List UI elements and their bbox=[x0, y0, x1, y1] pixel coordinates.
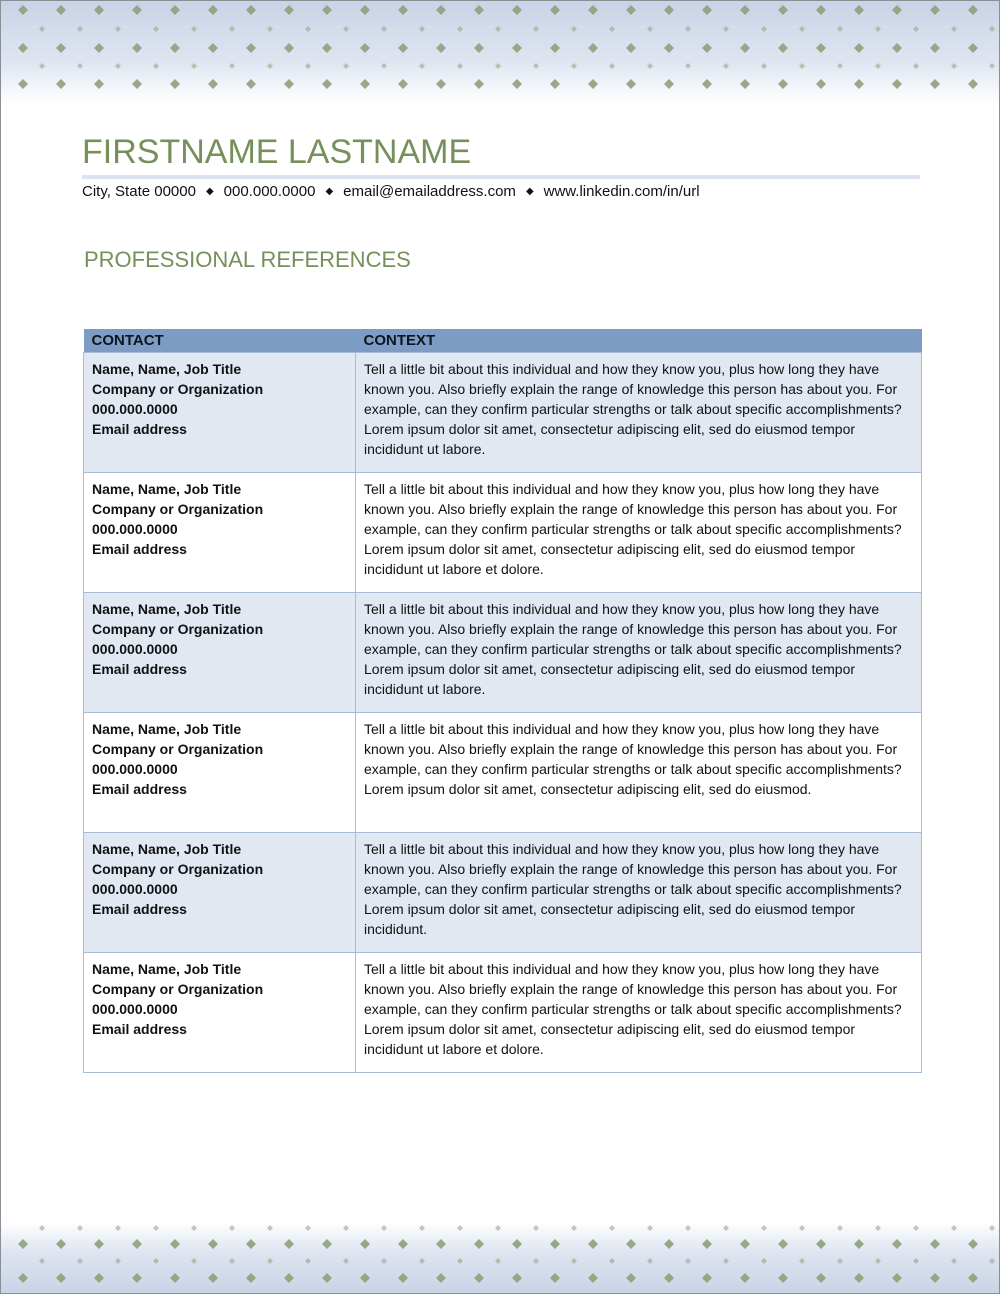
diamond-icon bbox=[246, 79, 256, 89]
diamond-icon bbox=[132, 1273, 142, 1283]
context-cell: Tell a little bit about this individual and how they know you, plus how long they have known you. Also briefly explain the range of knowledge this person has about you. For example, can they confirm particular strengths or talk about specific accomplishments? Lorem ipsum dolor sit amet, consectetur adipiscing elit, sed do eiusmod tempor incididunt ut labore. bbox=[356, 593, 922, 713]
reference-email: Email address bbox=[92, 781, 187, 797]
diamond-icon bbox=[799, 26, 805, 32]
diamond-pattern bbox=[0, 0, 1000, 104]
diamond-icon bbox=[360, 79, 370, 89]
diamond-icon bbox=[588, 43, 598, 53]
diamond-icon bbox=[989, 1258, 995, 1264]
diamond-icon bbox=[609, 1258, 615, 1264]
reference-email: Email address bbox=[92, 661, 187, 677]
diamond-icon bbox=[457, 1258, 463, 1264]
diamond-icon bbox=[761, 1225, 767, 1231]
diamond-icon bbox=[56, 1273, 66, 1283]
diamond-icon bbox=[77, 1258, 83, 1264]
diamond-icon bbox=[664, 79, 674, 89]
diamond-icon bbox=[343, 1258, 349, 1264]
diamond-icon bbox=[343, 63, 349, 69]
reference-company: Company or Organization bbox=[92, 741, 264, 757]
diamond-icon bbox=[343, 26, 349, 32]
diamond-icon bbox=[816, 1273, 826, 1283]
diamond-icon bbox=[208, 43, 218, 53]
diamond-icon bbox=[930, 1239, 940, 1249]
diamond-icon bbox=[875, 1225, 881, 1231]
diamond-icon bbox=[913, 1225, 919, 1231]
reference-email: Email address bbox=[92, 541, 187, 557]
diamond-icon bbox=[550, 1239, 560, 1249]
diamond-icon bbox=[495, 1225, 501, 1231]
diamond-icon bbox=[951, 26, 957, 32]
name-underline bbox=[82, 175, 920, 179]
reference-email: Email address bbox=[92, 901, 187, 917]
context-cell: Tell a little bit about this individual and how they know you, plus how long they have known you. Also briefly explain the range of knowledge this person has about you. For example, can they confirm particular strengths or talk about specific accomplishments? Lorem ipsum dolor sit amet, consectetur adipiscing elit, sed do eiusmod tempor incididunt ut labore. bbox=[356, 353, 922, 473]
reference-name: Name, Name, Job Title bbox=[92, 961, 242, 977]
diamond-icon bbox=[854, 1239, 864, 1249]
diamond-icon bbox=[267, 26, 273, 32]
diamond-icon bbox=[153, 26, 159, 32]
table-header-row bbox=[84, 329, 922, 353]
diamond-icon bbox=[685, 26, 691, 32]
diamond-icon bbox=[474, 43, 484, 53]
diamond-icon bbox=[854, 5, 864, 15]
diamond-icon bbox=[702, 1273, 712, 1283]
diamond-icon bbox=[246, 1239, 256, 1249]
diamond-icon bbox=[170, 79, 180, 89]
diamond-icon bbox=[512, 43, 522, 53]
diamond-icon bbox=[39, 63, 45, 69]
table-row bbox=[84, 473, 922, 593]
diamond-icon bbox=[778, 1273, 788, 1283]
diamond-icon bbox=[457, 63, 463, 69]
context-cell: Tell a little bit about this individual and how they know you, plus how long they have known you. Also briefly explain the range of knowledge this person has about you. For example, can they confirm particular strengths or talk about specific accomplishments? Lorem ipsum dolor sit amet, consectetur adipiscing elit, sed do eiusmod. bbox=[356, 713, 922, 833]
diamond-icon bbox=[626, 43, 636, 53]
diamond-icon bbox=[550, 1273, 560, 1283]
diamond-icon bbox=[626, 5, 636, 15]
diamond-icon bbox=[837, 1225, 843, 1231]
context-cell: Tell a little bit about this individual and how they know you, plus how long they have known you. Also briefly explain the range of knowledge this person has about you. For example, can they confirm particular strengths or talk about specific accomplishments? Lorem ipsum dolor sit amet, consectetur adipiscing elit, sed do eiusmod tempor incididunt. bbox=[356, 833, 922, 953]
diamond-icon bbox=[702, 5, 712, 15]
diamond-icon bbox=[322, 5, 332, 15]
top-diamond-band bbox=[0, 0, 1000, 104]
reference-name: Name, Name, Job Title bbox=[92, 841, 242, 857]
diamond-icon bbox=[322, 43, 332, 53]
diamond-icon bbox=[968, 5, 978, 15]
diamond-icon bbox=[18, 1273, 28, 1283]
diamond-icon bbox=[837, 26, 843, 32]
diamond-icon bbox=[588, 5, 598, 15]
diamond-icon bbox=[702, 43, 712, 53]
diamond-icon bbox=[799, 63, 805, 69]
diamond-icon bbox=[18, 1239, 28, 1249]
diamond-icon bbox=[457, 26, 463, 32]
diamond-icon bbox=[664, 1273, 674, 1283]
diamond-icon bbox=[647, 26, 653, 32]
diamond-icon bbox=[685, 1258, 691, 1264]
diamond-icon bbox=[799, 1225, 805, 1231]
diamond-icon bbox=[115, 1225, 121, 1231]
diamond-icon bbox=[284, 5, 294, 15]
diamond-icon bbox=[398, 5, 408, 15]
diamond-icon bbox=[229, 26, 235, 32]
diamond-icon bbox=[284, 79, 294, 89]
diamond-icon bbox=[892, 5, 902, 15]
diamond-icon bbox=[94, 79, 104, 89]
column-header-contact: CONTACT bbox=[84, 329, 356, 353]
diamond-icon bbox=[702, 1239, 712, 1249]
diamond-icon bbox=[626, 1273, 636, 1283]
diamond-icon bbox=[153, 1258, 159, 1264]
table-row bbox=[84, 353, 922, 473]
diamond-icon bbox=[208, 79, 218, 89]
diamond-icon bbox=[647, 1225, 653, 1231]
diamond-icon bbox=[951, 1225, 957, 1231]
diamond-icon bbox=[191, 1225, 197, 1231]
reference-name: Name, Name, Job Title bbox=[92, 361, 242, 377]
diamond-icon bbox=[115, 26, 121, 32]
diamond-icon bbox=[778, 43, 788, 53]
diamond-icon bbox=[132, 1239, 142, 1249]
column-header-context: CONTEXT bbox=[356, 329, 922, 353]
diamond-icon bbox=[892, 1273, 902, 1283]
diamond-icon bbox=[398, 79, 408, 89]
diamond-icon bbox=[588, 1239, 598, 1249]
diamond-icon bbox=[398, 1239, 408, 1249]
diamond-icon bbox=[740, 43, 750, 53]
phone-number: 000.000.0000 bbox=[223, 183, 316, 200]
diamond-icon bbox=[664, 1239, 674, 1249]
diamond-icon bbox=[512, 1273, 522, 1283]
diamond-icon bbox=[436, 1239, 446, 1249]
diamond-icon bbox=[533, 26, 539, 32]
diamond-pattern bbox=[0, 1222, 1000, 1294]
table-row bbox=[84, 713, 922, 833]
reference-phone: 000.000.0000 bbox=[92, 401, 178, 417]
diamond-icon bbox=[153, 1225, 159, 1231]
diamond-icon bbox=[191, 26, 197, 32]
diamond-icon bbox=[512, 5, 522, 15]
contact-cell bbox=[84, 353, 356, 473]
reference-phone: 000.000.0000 bbox=[92, 1001, 178, 1017]
diamond-icon bbox=[419, 26, 425, 32]
reference-company: Company or Organization bbox=[92, 621, 264, 637]
diamond-icon bbox=[56, 1239, 66, 1249]
diamond-icon bbox=[968, 1239, 978, 1249]
diamond-bullet-icon: ◆ bbox=[325, 186, 334, 197]
diamond-icon bbox=[512, 1239, 522, 1249]
diamond-icon bbox=[626, 79, 636, 89]
diamond-icon bbox=[968, 79, 978, 89]
diamond-icon bbox=[609, 26, 615, 32]
city-state: City, State 00000 bbox=[82, 183, 196, 200]
reference-company: Company or Organization bbox=[92, 981, 264, 997]
diamond-icon bbox=[436, 79, 446, 89]
diamond-icon bbox=[588, 1273, 598, 1283]
diamond-icon bbox=[495, 63, 501, 69]
diamond-icon bbox=[419, 1258, 425, 1264]
diamond-icon bbox=[246, 1273, 256, 1283]
references-table bbox=[83, 329, 922, 1073]
diamond-bullet-icon: ◆ bbox=[525, 186, 534, 197]
diamond-icon bbox=[381, 26, 387, 32]
diamond-icon bbox=[740, 1239, 750, 1249]
reference-company: Company or Organization bbox=[92, 861, 264, 877]
contact-cell bbox=[84, 593, 356, 713]
diamond-icon bbox=[191, 63, 197, 69]
diamond-icon bbox=[968, 43, 978, 53]
diamond-icon bbox=[930, 43, 940, 53]
diamond-icon bbox=[398, 43, 408, 53]
diamond-icon bbox=[267, 63, 273, 69]
contact-cell bbox=[84, 713, 356, 833]
diamond-icon bbox=[132, 43, 142, 53]
reference-name: Name, Name, Job Title bbox=[92, 481, 242, 497]
contact-cell bbox=[84, 953, 356, 1073]
diamond-icon bbox=[132, 5, 142, 15]
diamond-icon bbox=[550, 5, 560, 15]
diamond-icon bbox=[305, 63, 311, 69]
email-address[interactable]: email@emailaddress.com bbox=[343, 183, 516, 200]
diamond-icon bbox=[723, 1258, 729, 1264]
diamond-icon bbox=[322, 1239, 332, 1249]
diamond-icon bbox=[343, 1225, 349, 1231]
diamond-icon bbox=[56, 5, 66, 15]
diamond-icon bbox=[229, 63, 235, 69]
diamond-icon bbox=[474, 5, 484, 15]
context-cell: Tell a little bit about this individual and how they know you, plus how long they have known you. Also briefly explain the range of knowledge this person has about you. For example, can they confirm particular strengths or talk about specific accomplishments? Lorem ipsum dolor sit amet, consectetur adipiscing elit, sed do eiusmod tempor incididunt ut labore et dolore. bbox=[356, 473, 922, 593]
diamond-icon bbox=[474, 1273, 484, 1283]
diamond-icon bbox=[360, 1273, 370, 1283]
diamond-icon bbox=[664, 5, 674, 15]
diamond-icon bbox=[495, 26, 501, 32]
diamond-icon bbox=[398, 1273, 408, 1283]
diamond-icon bbox=[854, 43, 864, 53]
diamond-icon bbox=[360, 1239, 370, 1249]
diamond-icon bbox=[132, 79, 142, 89]
diamond-icon bbox=[892, 1239, 902, 1249]
diamond-icon bbox=[778, 79, 788, 89]
diamond-icon bbox=[930, 5, 940, 15]
diamond-icon bbox=[56, 79, 66, 89]
diamond-icon bbox=[778, 5, 788, 15]
diamond-icon bbox=[360, 5, 370, 15]
table-row bbox=[84, 833, 922, 953]
diamond-icon bbox=[930, 79, 940, 89]
diamond-icon bbox=[837, 1258, 843, 1264]
diamond-icon bbox=[837, 63, 843, 69]
diamond-icon bbox=[761, 26, 767, 32]
diamond-icon bbox=[39, 1258, 45, 1264]
diamond-icon bbox=[474, 1239, 484, 1249]
diamond-icon bbox=[533, 1225, 539, 1231]
diamond-icon bbox=[474, 79, 484, 89]
diamond-icon bbox=[94, 5, 104, 15]
diamond-icon bbox=[816, 1239, 826, 1249]
diamond-icon bbox=[208, 5, 218, 15]
diamond-icon bbox=[457, 1225, 463, 1231]
reference-name: Name, Name, Job Title bbox=[92, 601, 242, 617]
diamond-icon bbox=[18, 79, 28, 89]
diamond-icon bbox=[723, 1225, 729, 1231]
diamond-icon bbox=[685, 1225, 691, 1231]
diamond-icon bbox=[892, 43, 902, 53]
diamond-icon bbox=[533, 63, 539, 69]
diamond-icon bbox=[267, 1258, 273, 1264]
diamond-icon bbox=[913, 1258, 919, 1264]
diamond-icon bbox=[170, 1273, 180, 1283]
diamond-icon bbox=[94, 1273, 104, 1283]
diamond-icon bbox=[740, 5, 750, 15]
diamond-icon bbox=[436, 5, 446, 15]
reference-email: Email address bbox=[92, 1021, 187, 1037]
diamond-icon bbox=[875, 1258, 881, 1264]
diamond-icon bbox=[989, 1225, 995, 1231]
applicant-name: FIRSTNAME LASTNAME bbox=[82, 133, 472, 171]
diamond-icon bbox=[875, 26, 881, 32]
diamond-icon bbox=[495, 1258, 501, 1264]
diamond-icon bbox=[436, 43, 446, 53]
diamond-icon bbox=[723, 26, 729, 32]
diamond-icon bbox=[284, 1239, 294, 1249]
diamond-icon bbox=[550, 43, 560, 53]
diamond-icon bbox=[436, 1273, 446, 1283]
diamond-bullet-icon: ◆ bbox=[205, 186, 214, 197]
diamond-icon bbox=[723, 63, 729, 69]
diamond-icon bbox=[930, 1273, 940, 1283]
diamond-icon bbox=[854, 1273, 864, 1283]
diamond-icon bbox=[875, 63, 881, 69]
diamond-icon bbox=[571, 1258, 577, 1264]
diamond-icon bbox=[191, 1258, 197, 1264]
diamond-icon bbox=[419, 63, 425, 69]
diamond-icon bbox=[647, 63, 653, 69]
reference-phone: 000.000.0000 bbox=[92, 641, 178, 657]
reference-name: Name, Name, Job Title bbox=[92, 721, 242, 737]
diamond-icon bbox=[550, 79, 560, 89]
diamond-icon bbox=[854, 79, 864, 89]
contact-cell bbox=[84, 473, 356, 593]
diamond-icon bbox=[571, 26, 577, 32]
reference-company: Company or Organization bbox=[92, 381, 264, 397]
diamond-icon bbox=[951, 1258, 957, 1264]
diamond-icon bbox=[305, 1225, 311, 1231]
diamond-icon bbox=[284, 1273, 294, 1283]
diamond-icon bbox=[609, 1225, 615, 1231]
diamond-icon bbox=[56, 43, 66, 53]
diamond-icon bbox=[322, 1273, 332, 1283]
diamond-icon bbox=[968, 1273, 978, 1283]
reference-email: Email address bbox=[92, 421, 187, 437]
diamond-icon bbox=[778, 1239, 788, 1249]
diamond-icon bbox=[381, 1225, 387, 1231]
context-cell: Tell a little bit about this individual and how they know you, plus how long they have known you. Also briefly explain the range of knowledge this person has about you. For example, can they confirm particular strengths or talk about specific accomplishments? Lorem ipsum dolor sit amet, consectetur adipiscing elit, sed do eiusmod tempor incididunt ut labore et dolore. bbox=[356, 953, 922, 1073]
diamond-icon bbox=[799, 1258, 805, 1264]
diamond-icon bbox=[77, 1225, 83, 1231]
diamond-icon bbox=[208, 1239, 218, 1249]
reference-company: Company or Organization bbox=[92, 501, 264, 517]
diamond-icon bbox=[246, 43, 256, 53]
diamond-icon bbox=[685, 63, 691, 69]
diamond-icon bbox=[419, 1225, 425, 1231]
linkedin-url[interactable]: www.linkedin.com/in/url bbox=[543, 183, 700, 200]
section-title: PROFESSIONAL REFERENCES bbox=[84, 247, 411, 272]
diamond-icon bbox=[626, 1239, 636, 1249]
diamond-icon bbox=[284, 43, 294, 53]
reference-phone: 000.000.0000 bbox=[92, 521, 178, 537]
diamond-icon bbox=[989, 63, 995, 69]
reference-phone: 000.000.0000 bbox=[92, 761, 178, 777]
diamond-icon bbox=[229, 1225, 235, 1231]
diamond-icon bbox=[913, 63, 919, 69]
diamond-icon bbox=[94, 1239, 104, 1249]
contact-line bbox=[82, 180, 700, 204]
diamond-icon bbox=[267, 1225, 273, 1231]
bottom-diamond-band bbox=[0, 1222, 1000, 1294]
diamond-icon bbox=[229, 1258, 235, 1264]
diamond-icon bbox=[115, 63, 121, 69]
diamond-icon bbox=[647, 1258, 653, 1264]
contact-cell bbox=[84, 833, 356, 953]
diamond-icon bbox=[94, 43, 104, 53]
reference-phone: 000.000.0000 bbox=[92, 881, 178, 897]
diamond-icon bbox=[702, 79, 712, 89]
diamond-icon bbox=[246, 5, 256, 15]
table-row bbox=[84, 953, 922, 1073]
diamond-icon bbox=[170, 43, 180, 53]
diamond-icon bbox=[989, 26, 995, 32]
table-row bbox=[84, 593, 922, 713]
diamond-icon bbox=[322, 79, 332, 89]
diamond-icon bbox=[305, 1258, 311, 1264]
diamond-icon bbox=[39, 26, 45, 32]
diamond-icon bbox=[77, 63, 83, 69]
diamond-icon bbox=[170, 5, 180, 15]
diamond-icon bbox=[170, 1239, 180, 1249]
diamond-icon bbox=[360, 43, 370, 53]
diamond-icon bbox=[913, 26, 919, 32]
diamond-icon bbox=[208, 1273, 218, 1283]
diamond-icon bbox=[740, 1273, 750, 1283]
diamond-icon bbox=[381, 63, 387, 69]
diamond-icon bbox=[381, 1258, 387, 1264]
diamond-icon bbox=[305, 26, 311, 32]
diamond-icon bbox=[18, 5, 28, 15]
diamond-icon bbox=[740, 79, 750, 89]
diamond-icon bbox=[761, 1258, 767, 1264]
diamond-icon bbox=[512, 79, 522, 89]
diamond-icon bbox=[892, 79, 902, 89]
diamond-icon bbox=[77, 26, 83, 32]
diamond-icon bbox=[153, 63, 159, 69]
diamond-icon bbox=[39, 1225, 45, 1231]
diamond-icon bbox=[609, 63, 615, 69]
diamond-icon bbox=[951, 63, 957, 69]
diamond-icon bbox=[816, 79, 826, 89]
diamond-icon bbox=[18, 43, 28, 53]
diamond-icon bbox=[571, 63, 577, 69]
diamond-icon bbox=[533, 1258, 539, 1264]
diamond-icon bbox=[761, 63, 767, 69]
diamond-icon bbox=[816, 5, 826, 15]
diamond-icon bbox=[816, 43, 826, 53]
diamond-icon bbox=[664, 43, 674, 53]
diamond-icon bbox=[571, 1225, 577, 1231]
diamond-icon bbox=[115, 1258, 121, 1264]
diamond-icon bbox=[588, 79, 598, 89]
